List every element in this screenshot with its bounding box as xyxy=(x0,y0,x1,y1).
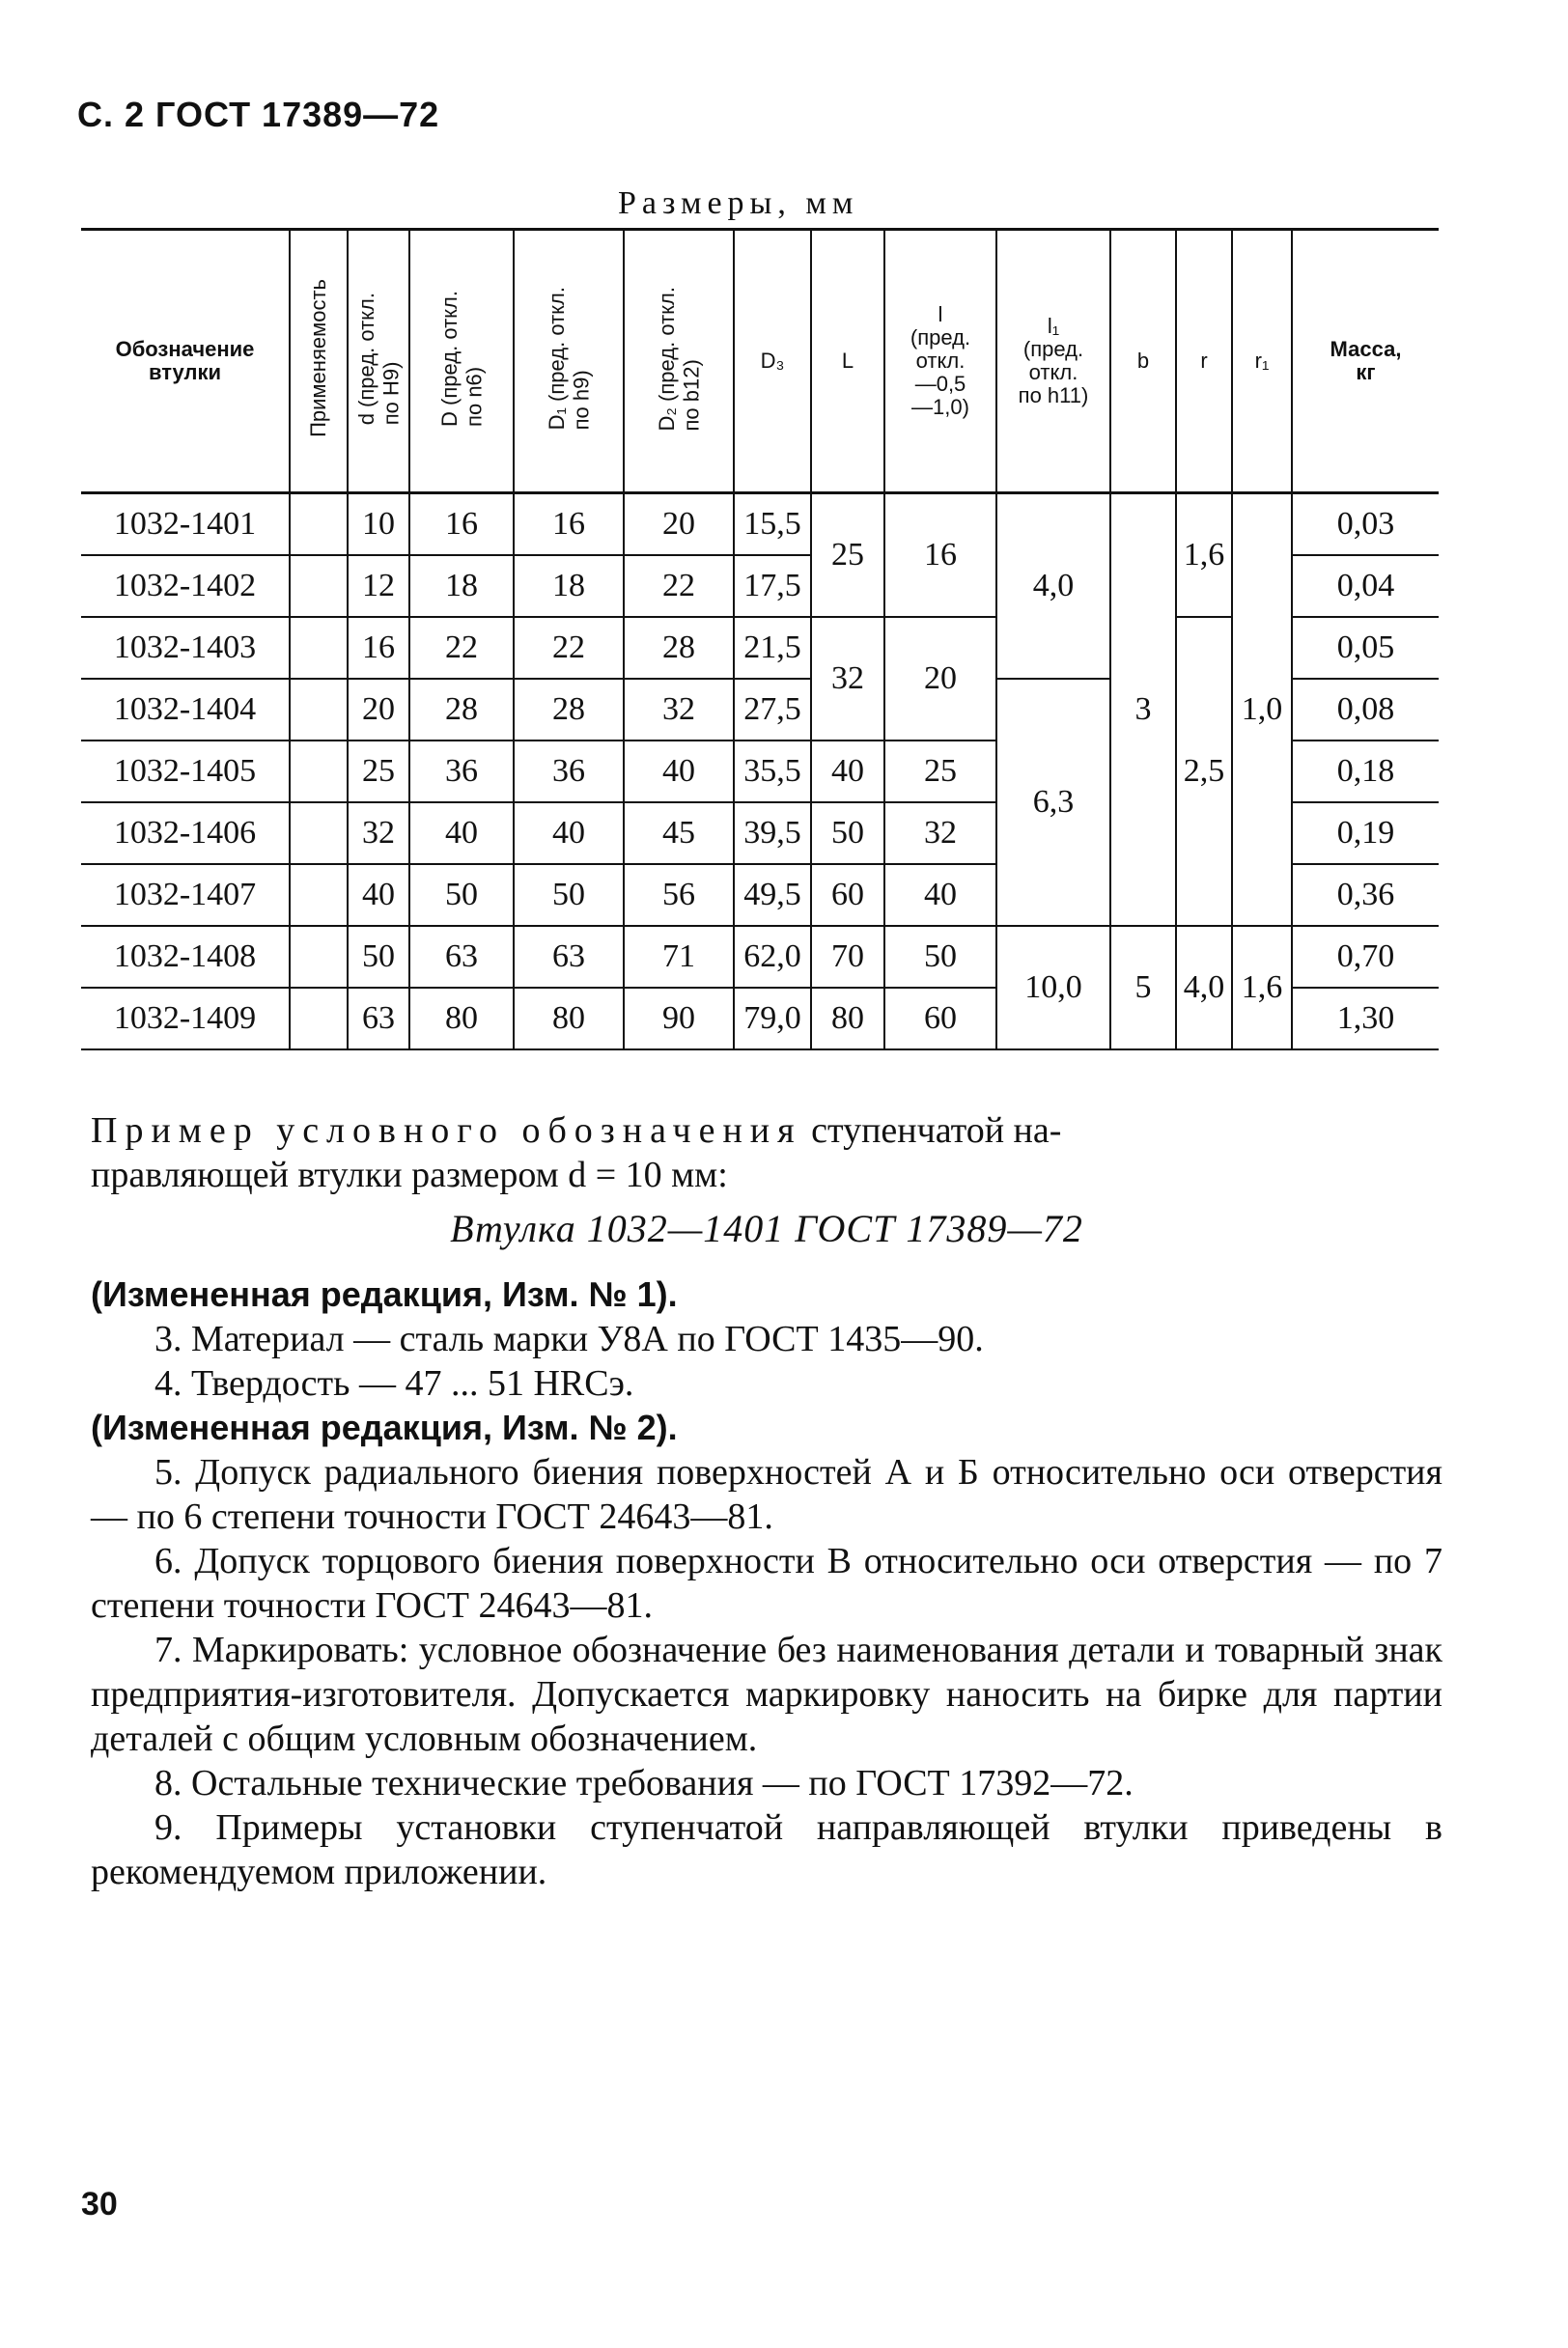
cell-L: 60 xyxy=(811,864,884,926)
cell-mass: 1,30 xyxy=(1292,988,1439,1049)
note-2: 4. Твердость — 47 ... 51 HRCэ. xyxy=(154,1363,634,1404)
note-0: (Измененная редакция, Изм. № 1). xyxy=(91,1274,678,1314)
note-6: 7. Маркировать: условное обозначение без наименования детали и товарный знак предприятия-изготовителя. Допускается маркировку наносить на бирке для партии деталей с общим условным обозначением. xyxy=(91,1630,1442,1759)
table-body xyxy=(81,493,1439,1050)
page-header: С. 2 ГОСТ 17389—72 xyxy=(77,95,440,134)
cell-D1: 28 xyxy=(514,679,624,741)
column-header-11: r xyxy=(1176,230,1232,493)
cell-D1: 16 xyxy=(514,493,624,556)
cell-D: 18 xyxy=(409,555,514,617)
cell-D3: 15,5 xyxy=(734,493,811,556)
cell-d: 32 xyxy=(348,802,409,864)
table-row xyxy=(81,493,1439,556)
cell-L: 80 xyxy=(811,988,884,1049)
cell-D3: 39,5 xyxy=(734,802,811,864)
cell-d: 10 xyxy=(348,493,409,556)
cell-d: 25 xyxy=(348,741,409,802)
cell-L: 70 xyxy=(811,926,884,988)
cell-b: 5 xyxy=(1110,926,1176,1049)
cell-l: 50 xyxy=(884,926,996,988)
cell-designation: 1032-1407 xyxy=(81,864,290,926)
note-3: (Измененная редакция, Изм. № 2). xyxy=(91,1408,678,1447)
cell-applicability xyxy=(290,617,348,679)
cell-D: 22 xyxy=(409,617,514,679)
cell-D2: 22 xyxy=(624,555,734,617)
cell-l: 60 xyxy=(884,988,996,1049)
cell-D1: 36 xyxy=(514,741,624,802)
cell-mass: 0,36 xyxy=(1292,864,1439,926)
cell-r1: 1,0 xyxy=(1232,493,1292,927)
column-header-13: Масса, кг xyxy=(1292,230,1439,493)
cell-D3: 62,0 xyxy=(734,926,811,988)
column-header-5: D₂ (пред. откл. по b12) xyxy=(624,230,734,493)
example-lead: Пример условного обозначения xyxy=(91,1110,802,1151)
cell-D2: 71 xyxy=(624,926,734,988)
cell-L: 50 xyxy=(811,802,884,864)
cell-d: 50 xyxy=(348,926,409,988)
cell-mass: 0,05 xyxy=(1292,617,1439,679)
cell-D2: 56 xyxy=(624,864,734,926)
cell-mass: 0,70 xyxy=(1292,926,1439,988)
table-row xyxy=(81,926,1439,988)
cell-L: 32 xyxy=(811,617,884,741)
cell-applicability xyxy=(290,988,348,1049)
cell-designation: 1032-1404 xyxy=(81,679,290,741)
cell-L: 40 xyxy=(811,741,884,802)
cell-l: 16 xyxy=(884,493,996,618)
column-header-12: r₁ xyxy=(1232,230,1292,493)
cell-D3: 35,5 xyxy=(734,741,811,802)
dimensions-table xyxy=(81,228,1439,1050)
cell-mass: 0,08 xyxy=(1292,679,1439,741)
cell-D1: 22 xyxy=(514,617,624,679)
cell-l: 25 xyxy=(884,741,996,802)
cell-D2: 90 xyxy=(624,988,734,1049)
cell-mass: 0,03 xyxy=(1292,493,1439,556)
cell-b: 3 xyxy=(1110,493,1176,927)
dimensions-table-wrapper xyxy=(81,228,1439,1050)
cell-D3: 21,5 xyxy=(734,617,811,679)
cell-designation: 1032-1401 xyxy=(81,493,290,556)
cell-designation: 1032-1409 xyxy=(81,988,290,1049)
cell-applicability xyxy=(290,741,348,802)
cell-D: 28 xyxy=(409,679,514,741)
cell-designation: 1032-1408 xyxy=(81,926,290,988)
column-header-1: Применяемость xyxy=(290,230,348,493)
cell-D3: 27,5 xyxy=(734,679,811,741)
column-header-10: b xyxy=(1110,230,1176,493)
cell-D: 36 xyxy=(409,741,514,802)
cell-designation: 1032-1402 xyxy=(81,555,290,617)
cell-D: 40 xyxy=(409,802,514,864)
cell-r: 2,5 xyxy=(1176,617,1232,926)
cell-applicability xyxy=(290,864,348,926)
column-header-4: D₁ (пред. откл. по h9) xyxy=(514,230,624,493)
note-5: 6. Допуск торцового биения поверхности В относительно оси отверстия — по 7 степени точности ГОСТ 24643—81. xyxy=(91,1541,1442,1626)
cell-l: 20 xyxy=(884,617,996,741)
cell-d: 16 xyxy=(348,617,409,679)
cell-D1: 63 xyxy=(514,926,624,988)
designation-example xyxy=(91,1108,1442,1251)
cell-D2: 45 xyxy=(624,802,734,864)
column-header-9: l₁ (пред. откл. по h11) xyxy=(996,230,1110,493)
cell-applicability xyxy=(290,926,348,988)
note-7: 8. Остальные технические требования — по ГОСТ 17392—72. xyxy=(154,1763,1134,1803)
cell-r: 4,0 xyxy=(1176,926,1232,1049)
cell-l1: 6,3 xyxy=(996,679,1110,926)
cell-applicability xyxy=(290,679,348,741)
cell-D: 80 xyxy=(409,988,514,1049)
cell-D1: 80 xyxy=(514,988,624,1049)
cell-D2: 40 xyxy=(624,741,734,802)
page-number: 30 xyxy=(81,2186,118,2222)
cell-D2: 28 xyxy=(624,617,734,679)
cell-d: 63 xyxy=(348,988,409,1049)
cell-D3: 49,5 xyxy=(734,864,811,926)
note-8: 9. Примеры установки ступенчатой направляющей втулки приведены в рекомендуемом приложении. xyxy=(91,1807,1442,1892)
cell-l1: 10,0 xyxy=(996,926,1110,1049)
example-designation: Втулка 1032—1401 ГОСТ 17389—72 xyxy=(450,1207,1083,1250)
cell-D2: 20 xyxy=(624,493,734,556)
cell-D1: 18 xyxy=(514,555,624,617)
note-4: 5. Допуск радиального биения поверхностей А и Б относительно оси отверстия — по 6 степени точности ГОСТ 24643—81. xyxy=(91,1452,1442,1537)
cell-D1: 50 xyxy=(514,864,624,926)
cell-D1: 40 xyxy=(514,802,624,864)
note-1: 3. Материал — сталь марки У8А по ГОСТ 1435—90. xyxy=(154,1319,984,1359)
cell-D3: 17,5 xyxy=(734,555,811,617)
cell-D3: 79,0 xyxy=(734,988,811,1049)
cell-d: 12 xyxy=(348,555,409,617)
cell-D2: 32 xyxy=(624,679,734,741)
cell-r: 1,6 xyxy=(1176,493,1232,618)
cell-l: 40 xyxy=(884,864,996,926)
cell-applicability xyxy=(290,555,348,617)
cell-mass: 0,19 xyxy=(1292,802,1439,864)
cell-r1: 1,6 xyxy=(1232,926,1292,1049)
cell-D: 63 xyxy=(409,926,514,988)
cell-L: 25 xyxy=(811,493,884,618)
cell-D: 50 xyxy=(409,864,514,926)
column-header-3: D (пред. откл. по n6) xyxy=(409,230,514,493)
example-lead-rest: ступенчатой на- xyxy=(801,1110,1062,1151)
cell-mass: 0,18 xyxy=(1292,741,1439,802)
column-header-8: l (пред. откл. —0,5 —1,0) xyxy=(884,230,996,493)
cell-designation: 1032-1405 xyxy=(81,741,290,802)
cell-d: 20 xyxy=(348,679,409,741)
cell-designation: 1032-1403 xyxy=(81,617,290,679)
cell-D: 16 xyxy=(409,493,514,556)
example-line2: правляющей втулки размером d = 10 мм: xyxy=(91,1155,728,1195)
technical-requirements xyxy=(91,1272,1442,1894)
cell-l: 32 xyxy=(884,802,996,864)
cell-mass: 0,04 xyxy=(1292,555,1439,617)
table-caption: Размеры, мм xyxy=(618,185,859,221)
column-header-0: Обозначение втулки xyxy=(115,336,255,384)
table-header-row xyxy=(81,230,1439,493)
column-header-2: d (пред. откл. по Н9) xyxy=(348,230,409,493)
cell-applicability xyxy=(290,802,348,864)
column-header-7: L xyxy=(811,230,884,493)
cell-l1: 4,0 xyxy=(996,493,1110,680)
cell-d: 40 xyxy=(348,864,409,926)
cell-designation: 1032-1406 xyxy=(81,802,290,864)
column-header-6: D₃ xyxy=(734,230,811,493)
cell-applicability xyxy=(290,493,348,556)
